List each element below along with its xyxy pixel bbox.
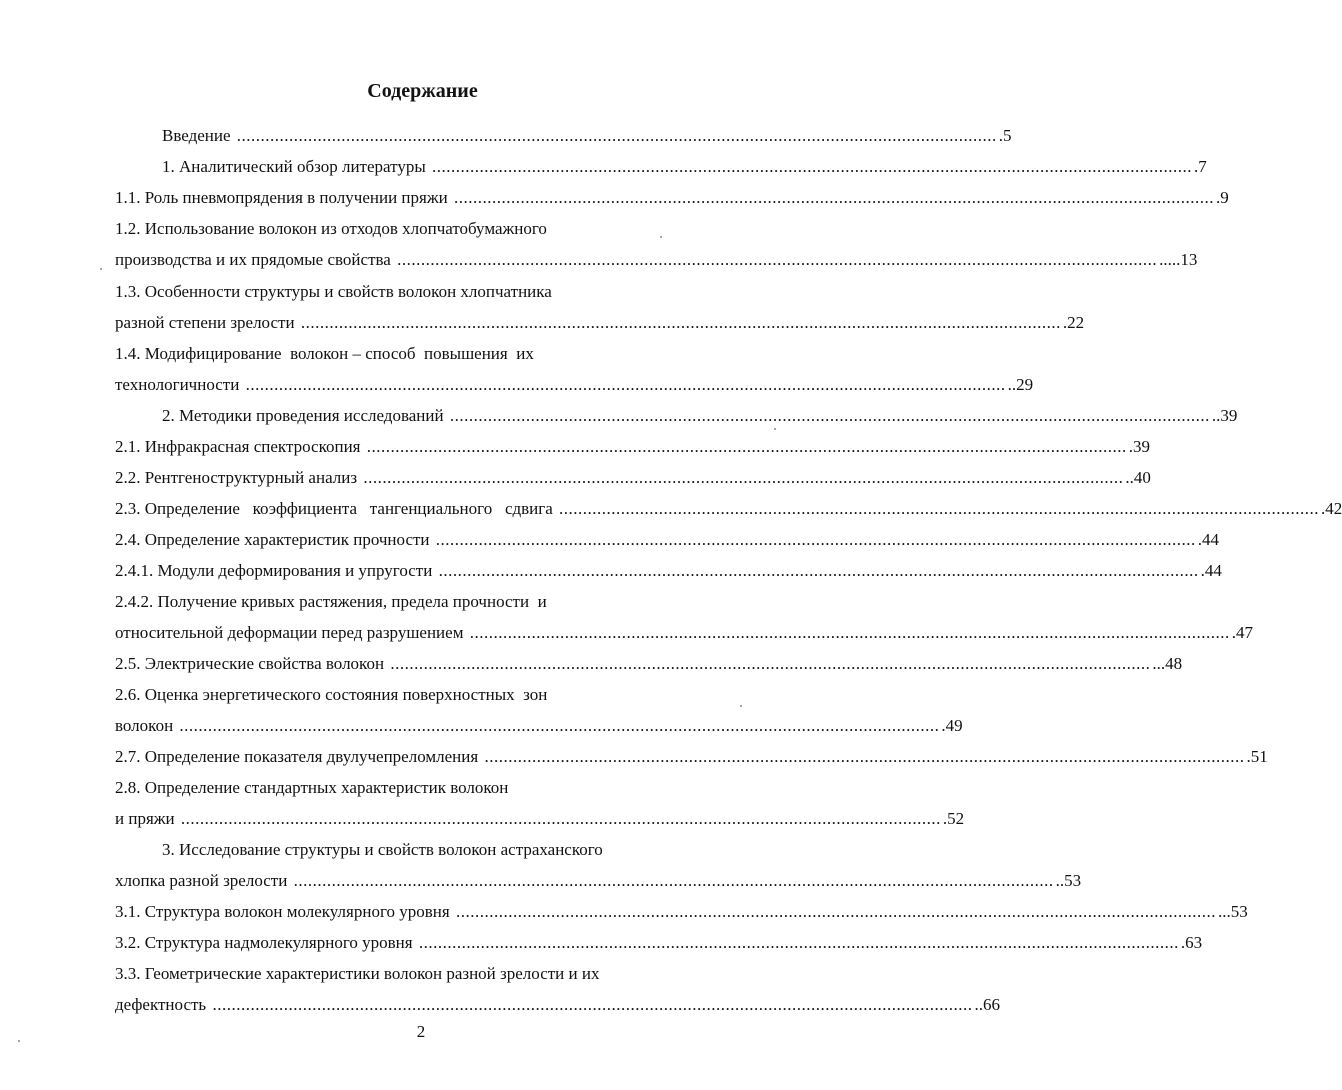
leader-dots: ................................................................................................................................................................ <box>438 561 1199 580</box>
leader-dots: ................................................................................................................................................................ <box>397 250 1158 269</box>
leader-dots: ................................................................................................................................................................ <box>300 313 1061 332</box>
leader-dots: ................................................................................................................................................................ <box>236 126 997 145</box>
toc-entry-page: .5 <box>998 126 1012 145</box>
toc-entry-text: производства и их прядомые свойства <box>115 250 396 269</box>
toc-entry-text: 1.2. Использование волокон из отходов хлопчатобумажного <box>115 219 547 238</box>
scan-speck <box>100 268 102 270</box>
toc-entry <box>162 406 1238 426</box>
scan-speck <box>774 428 776 430</box>
toc-entry-text: разной степени зрелости <box>115 313 299 332</box>
toc-entry <box>115 623 1253 643</box>
toc-entry <box>115 313 1085 333</box>
toc-entry-text: 1. Аналитический обзор литературы <box>162 157 430 176</box>
toc-entry-page: .63 <box>1180 933 1203 952</box>
toc-entry <box>115 250 1198 270</box>
leader-dots: ................................................................................................................................................................ <box>390 654 1151 673</box>
toc-entry-text: 2.3. Определение коэффициента тангенциального сдвига <box>115 499 558 518</box>
toc-entry-page: .39 <box>1128 437 1150 456</box>
toc-entry-text: 3.2. Структура надмолекулярного уровня <box>115 933 417 952</box>
toc-entry <box>115 871 1082 891</box>
toc-entry <box>115 375 1034 395</box>
toc-entry <box>115 437 1150 457</box>
toc-entry-page: ...48 <box>1152 654 1183 673</box>
toc-entry-text: 2.4. Определение характеристик прочности <box>115 530 434 549</box>
toc-entry-text: 2.6. Оценка энергетического состояния поверхностных зон <box>115 685 548 704</box>
leader-dots: ................................................................................................................................................................ <box>180 809 941 828</box>
scan-speck <box>18 1040 20 1042</box>
scan-speck <box>740 705 742 707</box>
toc-entry-page: .47 <box>1231 623 1253 642</box>
toc-entry-page: ..66 <box>974 995 1000 1014</box>
toc-entry-text: 1.1. Роль пневмопрядения в получении пряжи <box>115 188 452 207</box>
toc-entry-text: дефектность <box>115 995 211 1014</box>
toc-entry <box>115 716 963 736</box>
toc-entry-page: .7 <box>1194 157 1207 176</box>
toc-entry <box>162 157 1207 177</box>
toc-entry-text: 2.4.2. Получение кривых растяжения, предела прочности и <box>115 592 547 611</box>
leader-dots: ................................................................................................................................................................ <box>418 933 1179 952</box>
toc-entry <box>115 995 1000 1015</box>
toc-entry <box>115 747 1268 767</box>
toc-entry-text: 3. Исследование структуры и свойств волокон астраханского <box>162 840 603 859</box>
leader-dots: ................................................................................................................................................................ <box>449 406 1210 425</box>
toc-entry-text: Введение <box>162 126 235 145</box>
leader-dots: ................................................................................................................................................................ <box>435 530 1196 549</box>
toc-entry <box>115 933 1203 953</box>
toc-entry <box>115 188 1229 208</box>
leader-dots: ................................................................................................................................................................ <box>363 468 1124 487</box>
toc-entry-text: 2.2. Рентгеноструктурный анализ <box>115 468 362 487</box>
toc-entry-page: .44 <box>1197 530 1220 549</box>
toc-entry-page: ..53 <box>1055 871 1082 890</box>
toc-entry-text: 2.5. Электрические свойства волокон <box>115 654 389 673</box>
toc-entry-text: 1.4. Модифицирование волокон – способ повышения их <box>115 344 534 363</box>
page-number: 2 <box>416 1022 426 1041</box>
toc-entry-text: хлопка разной зрелости <box>115 871 292 890</box>
toc-entry <box>115 809 965 829</box>
toc-entry-page: .....13 <box>1159 250 1198 269</box>
leader-dots: ................................................................................................................................................................ <box>179 716 940 735</box>
toc-entry-text: 2.1. Инфракрасная спектроскопия <box>115 437 365 456</box>
toc-entry-text: 2.7. Определение показателя двулучепреломления <box>115 747 483 766</box>
toc-entry-page: ..39 <box>1211 406 1238 425</box>
toc-entry-page: ..40 <box>1125 468 1151 487</box>
toc-entry-text: 2. Методики проведения исследований <box>162 406 448 425</box>
toc-entry-text: относительной деформации перед разрушением <box>115 623 468 642</box>
toc-entry-text: 2.4.1. Модули деформирования и упругости <box>115 561 437 580</box>
toc-entry <box>115 902 1248 922</box>
toc-entry-text: 2.8. Определение стандартных характеристик волокон <box>115 778 509 797</box>
toc-entry-page: .44 <box>1200 561 1222 580</box>
toc-entry-text: 3.1. Структура волокон молекулярного уровня <box>115 902 454 921</box>
leader-dots: ................................................................................................................................................................ <box>432 157 1192 176</box>
leader-dots: ................................................................................................................................................................ <box>366 437 1127 456</box>
leader-dots: ................................................................................................................................................................ <box>484 747 1245 766</box>
toc-entry <box>115 654 1183 674</box>
toc-entry-page: ...53 <box>1217 902 1248 921</box>
leader-dots: ................................................................................................................................................................ <box>469 623 1230 642</box>
scan-speck <box>660 236 662 238</box>
toc-entry-page: .51 <box>1246 747 1268 766</box>
toc-entry <box>115 530 1220 550</box>
toc-entry-page: .52 <box>942 809 965 828</box>
toc-entry-text: 1.3. Особенности структуры и свойств волокон хлопчатника <box>115 282 552 301</box>
toc-entry-page: .9 <box>1215 188 1229 207</box>
leader-dots: ................................................................................................................................................................ <box>455 902 1216 921</box>
toc-entry <box>162 126 1012 146</box>
toc-entry-page: .22 <box>1062 313 1085 332</box>
toc-entry-page: .42 <box>1321 499 1342 518</box>
toc-entry-text: 3.3. Геометрические характеристики волокон разной зрелости и их <box>115 964 600 983</box>
toc-entry-page: ..29 <box>1007 375 1034 394</box>
toc-entry <box>115 468 1151 488</box>
toc-entry-text: волокон <box>115 716 178 735</box>
toc-entry-page: .49 <box>941 716 963 735</box>
leader-dots: ................................................................................................................................................................ <box>293 871 1054 890</box>
toc-entry-text: и пряжи <box>115 809 179 828</box>
leader-dots: ................................................................................................................................................................ <box>559 499 1320 518</box>
leader-dots: ................................................................................................................................................................ <box>245 375 1006 394</box>
page-title: Содержание <box>367 80 478 102</box>
toc-entry <box>115 561 1222 581</box>
toc-entry <box>115 499 1342 519</box>
leader-dots: ................................................................................................................................................................ <box>453 188 1214 207</box>
toc-entry-text: технологичности <box>115 375 244 394</box>
leader-dots: ................................................................................................................................................................ <box>212 995 973 1014</box>
